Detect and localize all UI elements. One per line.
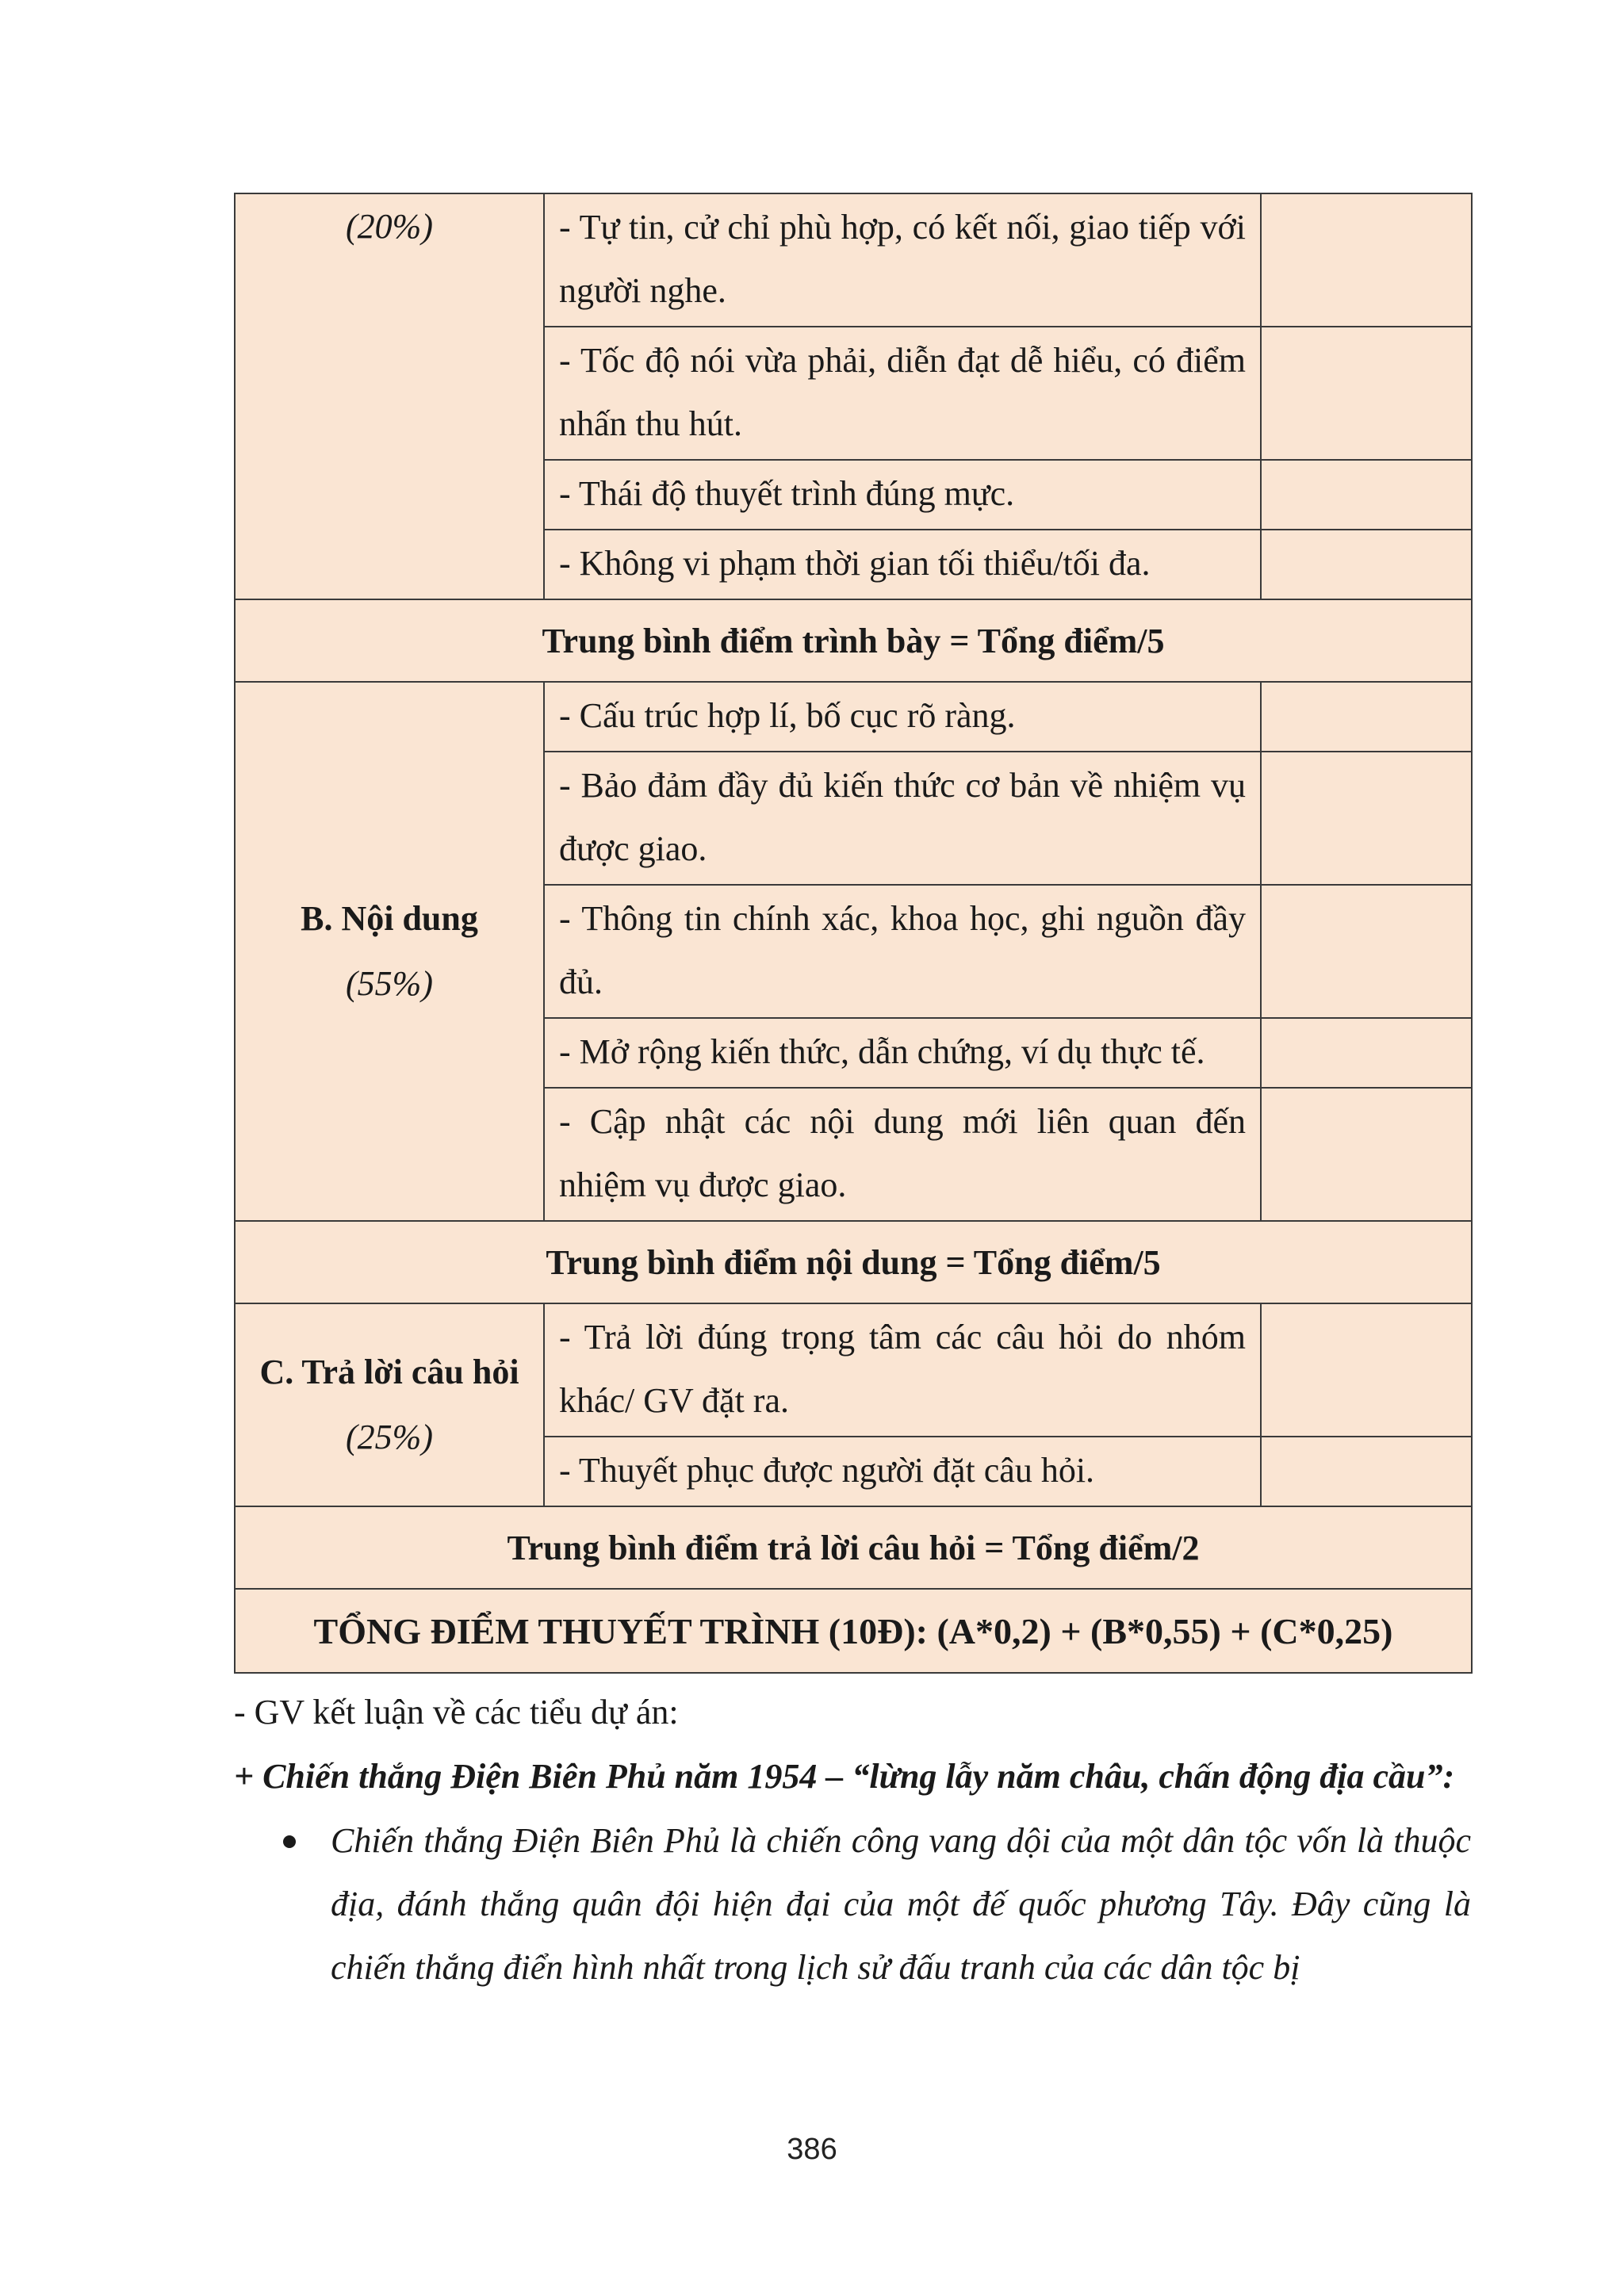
score-cell[interactable] [1261,460,1472,530]
criterion-item: - Cấu trúc hợp lí, bố cục rõ ràng. [544,682,1261,752]
conclusion-bullet-list [234,1809,1471,1999]
conclusion-section [234,1687,1471,1999]
criterion-a-percent: (20%) [346,207,433,246]
score-cell[interactable] [1261,885,1472,1018]
criterion-c-cell [235,1303,544,1506]
bullet-text: Chiến thắng Điện Biên Phủ là chiến công vang dội của một dân tộc vốn là thuộc địa, đánh thắng quân đội hiện đại của một đế quốc phương Tây. Đây cũng là chiến thắng điển hình nhất trong lịch sử đấu tranh của các dân tộc bị [331,1821,1471,1987]
evaluation-rubric-table [234,193,1473,1674]
score-cell[interactable] [1261,530,1472,599]
rubric-row [235,193,1472,327]
criterion-c-percent: (25%) [346,1418,433,1456]
criterion-c-name: C. Trả lời câu hỏi [259,1353,519,1391]
criterion-item: - Thuyết phục được người đặt câu hỏi. [544,1437,1261,1506]
criterion-item: - Tự tin, cử chỉ phù hợp, có kết nối, giao tiếp với người nghe. [544,193,1261,327]
criterion-item: - Thái độ thuyết trình đúng mực. [544,460,1261,530]
criterion-b-name: B. Nội dung [301,899,478,938]
rubric-row [235,682,1472,752]
criterion-item: - Bảo đảm đầy đủ kiến thức cơ bản về nhiệm vụ được giao. [544,752,1261,885]
score-cell[interactable] [1261,1303,1472,1437]
score-cell[interactable] [1261,1437,1472,1506]
criterion-b-percent: (55%) [346,964,433,1003]
page-number: 386 [787,2133,837,2166]
criterion-item: - Cập nhật các nội dung mới liên quan đến nhiệm vụ được giao. [544,1088,1261,1221]
rubric-row [235,1303,1472,1437]
presentation-average-formula: Trung bình điểm trình bày = Tổng điểm/5 [235,599,1472,682]
score-cell[interactable] [1261,1018,1472,1088]
bullet-icon [283,1835,296,1848]
score-cell[interactable] [1261,1088,1472,1221]
list-item [234,1809,1471,1999]
score-cell[interactable] [1261,752,1472,885]
score-cell[interactable] [1261,682,1472,752]
content-average-formula: Trung bình điểm nội dung = Tổng điểm/5 [235,1221,1472,1303]
summary-row [235,1506,1472,1589]
subproject-heading: + Chiến thắng Điện Biên Phủ năm 1954 – “lừng lẫy năm châu, chấn động địa cầu”: [234,1757,1455,1796]
total-row [235,1589,1472,1673]
score-cell[interactable] [1261,193,1472,327]
criterion-item: - Tốc độ nói vừa phải, diễn đạt dễ hiểu, có điểm nhấn thu hút. [544,327,1261,460]
teacher-conclusion-intro: - GV kết luận về các tiểu dự án: [234,1693,679,1732]
total-score-formula: TỔNG ĐIỂM THUYẾT TRÌNH (10Đ): (A*0,2) + (B*0,55) + (C*0,25) [235,1589,1472,1673]
criterion-a-cell [235,193,544,599]
criterion-item: - Mở rộng kiến thức, dẫn chứng, ví dụ thực tế. [544,1018,1261,1088]
score-cell[interactable] [1261,327,1472,460]
summary-row [235,599,1472,682]
answer-average-formula: Trung bình điểm trả lời câu hỏi = Tổng điểm/2 [235,1506,1472,1589]
criterion-item: - Thông tin chính xác, khoa học, ghi nguồn đầy đủ. [544,885,1261,1018]
summary-row [235,1221,1472,1303]
criterion-item: - Không vi phạm thời gian tối thiểu/tối đa. [544,530,1261,599]
criterion-item: - Trả lời đúng trọng tâm các câu hỏi do nhóm khác/ GV đặt ra. [544,1303,1261,1437]
criterion-b-cell [235,682,544,1221]
